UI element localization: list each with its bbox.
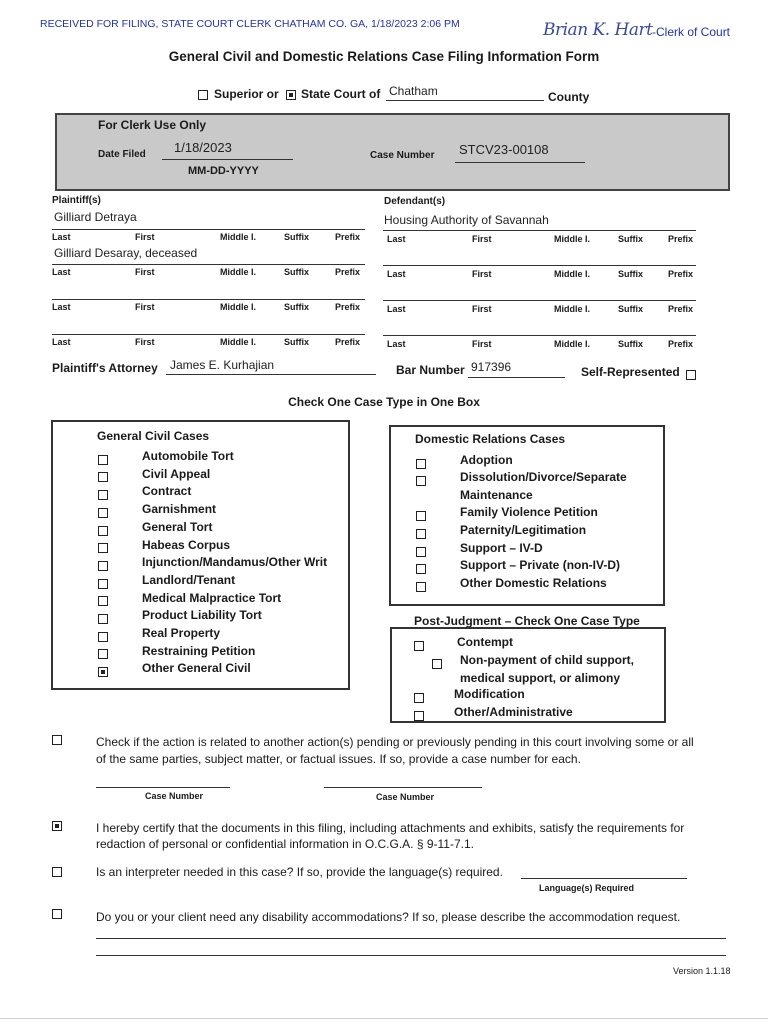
general-civil-option: Garnishment: [142, 502, 217, 517]
post-judgment-option: Contempt: [457, 635, 513, 649]
related-action-checkbox[interactable]: [52, 731, 62, 749]
general-civil-option: Product Liability Tort: [142, 608, 262, 623]
general-civil-checkbox[interactable]: [98, 575, 108, 593]
post-judgment-checkbox[interactable]: [414, 689, 424, 707]
filing-stamp: RECEIVED FOR FILING, STATE COURT CLERK CHATHAM CO. GA, 1/18/2023 2:06 PM: [40, 18, 460, 30]
plaintiff-column-label: First: [135, 232, 155, 242]
defendant-column-label: Prefix: [668, 234, 694, 244]
interpreter-checkbox[interactable]: [52, 863, 62, 881]
clerk-use-heading: For Clerk Use Only: [98, 118, 207, 132]
county-value[interactable]: Chatham: [389, 84, 438, 98]
domestic-checkbox[interactable]: [416, 560, 426, 578]
domestic-option: Adoption: [460, 453, 513, 467]
county-label: County: [548, 90, 590, 104]
defendant-column-label: Prefix: [668, 269, 694, 279]
certify-text-2: redaction of personal or confidential information in O.C.G.A. § 9-11-7.1.: [96, 837, 474, 851]
plaintiff-column-label: Prefix: [335, 267, 361, 277]
domestic-option: Maintenance: [460, 488, 533, 502]
related-action-text-1: Check if the action is related to another action(s) pending or previously pending in this court involving some or all: [96, 735, 694, 749]
general-civil-checkbox[interactable]: [98, 486, 108, 504]
plaintiff-column-label: Prefix: [335, 232, 361, 242]
plaintiff-column-label: Suffix: [284, 267, 310, 277]
plaintiff-heading: Plaintiff(s): [52, 195, 101, 206]
general-civil-checkbox[interactable]: [98, 540, 108, 558]
general-civil-option: Landlord/Tenant: [142, 572, 236, 587]
plaintiff-column-label: Last: [52, 337, 71, 347]
general-civil-checkbox[interactable]: [98, 646, 108, 664]
general-civil-checkbox[interactable]: [98, 593, 108, 611]
plaintiff-column-label: Suffix: [284, 232, 310, 242]
post-judgment-option: Modification: [454, 687, 525, 701]
defendant-column-label: Middle I.: [554, 269, 590, 279]
case-number-field-label-1: Case Number: [145, 791, 204, 801]
defendant-column-label: Last: [387, 234, 406, 244]
plaintiff-column-label: Middle I.: [220, 302, 256, 312]
interpreter-text: Is an interpreter needed in this case? If so, provide the language(s) required.: [96, 865, 503, 879]
general-civil-option: Real Property: [142, 626, 221, 640]
defendant-column-label: Prefix: [668, 339, 694, 349]
defendant-column-label: Last: [387, 304, 406, 314]
plaintiff-column-label: Last: [52, 232, 71, 242]
bar-number-label: Bar Number: [396, 363, 465, 377]
self-represented-checkbox[interactable]: [686, 366, 696, 384]
domestic-checkbox[interactable]: [416, 455, 426, 473]
post-judgment-checkbox[interactable]: [414, 707, 424, 725]
plaintiff-column-label: Middle I.: [220, 337, 256, 347]
general-civil-checkbox[interactable]: [98, 663, 108, 681]
general-civil-heading: General Civil Cases: [97, 429, 210, 443]
defendant-column-label: Last: [387, 339, 406, 349]
plaintiff-column-label: First: [135, 267, 155, 277]
plaintiff-column-label: Prefix: [335, 337, 361, 347]
form-title: General Civil and Domestic Relations Case Filing Information Form: [168, 49, 600, 64]
domestic-checkbox[interactable]: [416, 507, 426, 525]
clerk-label: -Clerk of Court: [652, 25, 731, 39]
attorney-value[interactable]: James E. Kurhajian: [170, 358, 275, 372]
general-civil-checkbox[interactable]: [98, 610, 108, 628]
defendant-column-label: Middle I.: [554, 339, 590, 349]
domestic-checkbox[interactable]: [416, 578, 426, 596]
post-judgment-option: Non-payment of child support,: [460, 653, 634, 667]
case-number-value[interactable]: STCV23-00108: [459, 142, 549, 157]
plaintiff-column-label: Suffix: [284, 302, 310, 312]
case-number-field-label-2: Case Number: [376, 792, 435, 802]
defendant-heading: Defendant(s): [384, 196, 446, 207]
disability-checkbox[interactable]: [52, 905, 62, 923]
general-civil-option: Medical Malpractice Tort: [142, 590, 282, 605]
defendant-column-label: Last: [387, 269, 406, 279]
defendant-column-label: Suffix: [618, 304, 644, 314]
post-judgment-heading: Post-Judgment – Check One Case Type: [414, 614, 640, 628]
related-action-text-2: of the same parties, subject matter, or factual issues. If so, provide a case number for each.: [96, 752, 581, 766]
certify-checkbox[interactable]: [52, 817, 62, 835]
version-label: Version 1.1.18: [673, 966, 731, 976]
plaintiff-column-label: Prefix: [335, 302, 361, 312]
post-judgment-checkbox[interactable]: [414, 637, 424, 655]
plaintiff-column-label: First: [135, 302, 155, 312]
general-civil-checkbox[interactable]: [98, 451, 108, 469]
date-filed-value[interactable]: 1/18/2023: [174, 140, 232, 155]
defendant-column-label: First: [472, 304, 492, 314]
certify-text-1: I hereby certify that the documents in this filing, including attachments and exhibits, satisfy the requirements for: [96, 821, 685, 835]
plaintiff-column-label: First: [135, 337, 155, 347]
defendant-column-label: First: [472, 339, 492, 349]
domestic-checkbox[interactable]: [416, 543, 426, 561]
general-civil-checkbox[interactable]: [98, 469, 108, 487]
plaintiff-column-label: Suffix: [284, 337, 310, 347]
plaintiff-column-label: Middle I.: [220, 267, 256, 277]
general-civil-option: General Tort: [142, 519, 213, 534]
general-civil-checkbox[interactable]: [98, 557, 108, 575]
date-filed-label: Date Filed: [98, 149, 146, 160]
court-superior-label: Superior or: [214, 87, 279, 101]
general-civil-option: Other General Civil: [142, 661, 251, 676]
attorney-label: Plaintiff's Attorney: [52, 361, 158, 375]
general-civil-option: Contract: [142, 484, 192, 499]
plaintiff-column-label: Middle I.: [220, 232, 256, 242]
clerk-signature: Brian K. Hart: [543, 20, 653, 40]
domestic-option: Support – IV-D: [460, 541, 543, 555]
post-judgment-option: medical support, or alimony: [460, 671, 621, 685]
domestic-option: Dissolution/Divorce/Separate: [460, 470, 627, 484]
court-state-label: State Court of: [301, 87, 381, 101]
domestic-checkbox[interactable]: [416, 472, 426, 490]
general-civil-option: Civil Appeal: [142, 466, 211, 481]
defendant-column-label: First: [472, 234, 492, 244]
defendant-column-label: First: [472, 269, 492, 279]
general-civil-checkbox[interactable]: [98, 504, 108, 522]
post-judgment-option: Other/Administrative: [454, 705, 573, 719]
plaintiff-1-name[interactable]: Gilliard Detraya: [54, 210, 137, 224]
defendant-column-label: Middle I.: [554, 304, 590, 314]
domestic-option: Support – Private (non-IV-D): [460, 558, 621, 572]
case-type-heading: Check One Case Type in One Box: [288, 395, 480, 409]
general-civil-option: Restraining Petition: [142, 643, 256, 658]
plaintiff-column-label: Last: [52, 267, 71, 277]
defendant-column-label: Suffix: [618, 234, 644, 244]
general-civil-option: Habeas Corpus: [142, 537, 231, 552]
case-number-label: Case Number: [370, 150, 435, 161]
post-judgment-checkbox[interactable]: [432, 655, 442, 673]
plaintiff-column-label: Last: [52, 302, 71, 312]
domestic-heading: Domestic Relations Cases: [415, 432, 566, 446]
disability-text: Do you or your client need any disability accommodations? If so, please describe the accommodation request.: [96, 910, 681, 924]
general-civil-option: Injunction/Mandamus/Other Writ: [142, 555, 328, 570]
defendant-1-name[interactable]: Housing Authority of Savannah: [384, 213, 549, 227]
general-civil-checkbox[interactable]: [98, 628, 108, 646]
court-superior-checkbox[interactable]: [198, 86, 208, 104]
domestic-checkbox[interactable]: [416, 525, 426, 543]
self-represented-label: Self-Represented: [581, 365, 680, 379]
domestic-option: Other Domestic Relations: [460, 576, 607, 590]
domestic-option: Family Violence Petition: [460, 505, 598, 519]
date-format-label: MM-DD-YYYY: [188, 165, 259, 177]
domestic-option: Paternity/Legitimation: [460, 523, 587, 537]
plaintiff-2-name[interactable]: Gilliard Desaray, deceased: [54, 246, 198, 260]
general-civil-option: Automobile Tort: [142, 449, 234, 463]
defendant-column-label: Suffix: [618, 269, 644, 279]
defendant-column-label: Prefix: [668, 304, 694, 314]
defendant-column-label: Suffix: [618, 339, 644, 349]
defendant-column-label: Middle I.: [554, 234, 590, 244]
language-required-label: Language(s) Required: [539, 883, 635, 893]
court-state-checkbox[interactable]: [286, 86, 296, 104]
bar-number-value[interactable]: 917396: [471, 360, 512, 374]
general-civil-checkbox[interactable]: [98, 522, 108, 540]
